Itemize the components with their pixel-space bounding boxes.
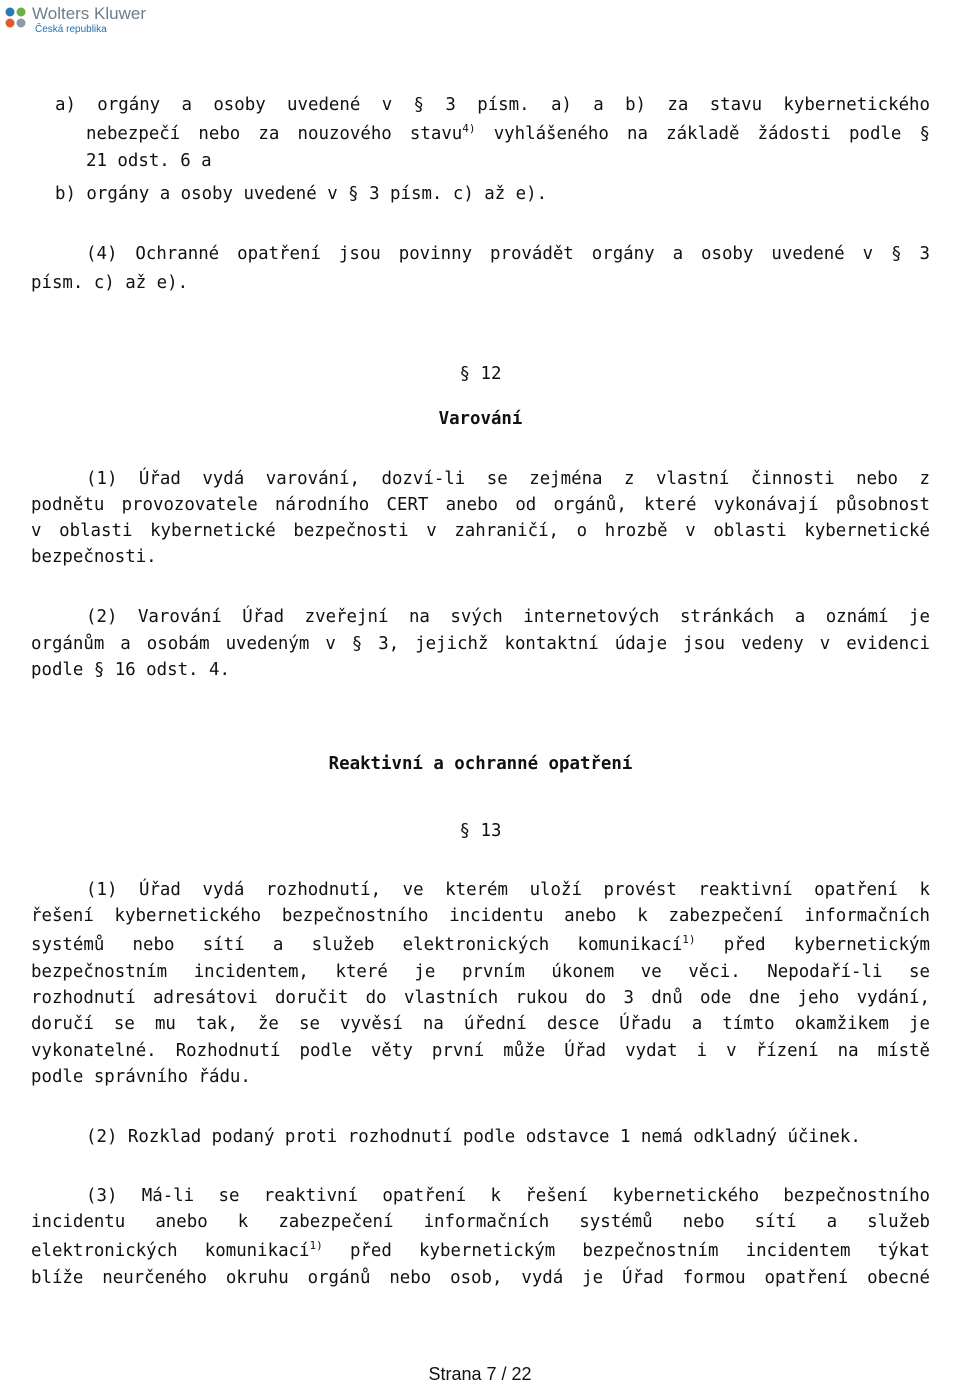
- text-line: [31, 820, 930, 842]
- text-line: [31, 1066, 930, 1088]
- text-line: [31, 987, 930, 1009]
- line-text: bezpečnosti.: [31, 547, 157, 567]
- text-line: [31, 546, 930, 568]
- line-text: orgánům a osobám uvedeným v § 3, jejichž kontaktní údaje jsou vedeny v evidenci: [31, 634, 930, 654]
- line-text: (2) Varování Úřad zveřejní na svých internetových stránkách a oznámí je: [86, 607, 930, 627]
- text-line: [86, 243, 930, 265]
- text-line: [31, 961, 930, 983]
- line-text: elektronických komunikací: [31, 1241, 310, 1261]
- page-number: Strana 7 / 22: [428, 1364, 532, 1384]
- line-text: § 12: [459, 364, 502, 384]
- line-text: vykonatelné. Rozhodnutí podle věty první může Úřad vydat i v řízení na místě: [31, 1041, 930, 1061]
- text-line: [55, 94, 930, 116]
- line-text: (1) Úřad vydá rozhodnutí, ve kterém uloží provést reaktivní opatření k: [86, 880, 930, 900]
- text-line: [31, 753, 930, 775]
- text-line: [86, 606, 930, 628]
- line-text-continued: vyhlášeného na základě žádosti podle §: [475, 124, 930, 144]
- line-text-continued: před kybernetickým bezpečnostním incidentem týkat: [322, 1241, 930, 1261]
- text-line: [31, 1267, 930, 1289]
- line-text: rozhodnutí adresátovi doručit do vlastních rukou do 3 dnů ode dne jeho vydání,: [31, 988, 930, 1008]
- line-text: (2) Rozklad podaný proti rozhodnutí podle odstavce 1 nemá odkladný účinek.: [86, 1127, 861, 1147]
- text-line: [31, 659, 930, 681]
- line-text: řešení kybernetického bezpečnostního incidentu anebo k zabezpečení informačních: [31, 906, 930, 926]
- text-line: [31, 1040, 930, 1062]
- text-line: [86, 123, 930, 145]
- text-line: [31, 272, 930, 294]
- line-text: podle § 16 odst. 4.: [31, 660, 230, 680]
- line-text: Varování: [438, 409, 523, 429]
- footnote-reference: 1): [309, 1239, 323, 1252]
- line-text: doručí se mu tak, že se vyvěsí na úřední desce Úřadu a tímto okamžikem je: [31, 1014, 930, 1034]
- line-text: § 13: [459, 821, 502, 841]
- text-line: [31, 408, 930, 430]
- line-text: v oblasti kybernetické bezpečnosti v zahraničí, o hrozbě v oblasti kybernetické: [31, 521, 930, 541]
- text-line: [86, 468, 930, 490]
- line-text: systémů nebo sítí a služeb elektronických komunikací: [31, 935, 683, 955]
- line-text-continued: před kybernetickým: [695, 935, 930, 955]
- text-line: [86, 879, 930, 901]
- line-text: bezpečnostním incidentem, které je prvním úkonem ve věci. Nepodaří-li se: [31, 962, 930, 982]
- text-line: [31, 520, 930, 542]
- text-line: [55, 183, 930, 205]
- line-text: podnětu provozovatele národního CERT anebo od orgánů, které vykonávají působnost: [31, 495, 930, 515]
- text-line: [31, 494, 930, 516]
- text-line: [31, 1013, 930, 1035]
- text-line: [86, 150, 930, 172]
- text-line: [31, 1240, 930, 1262]
- line-text: (4) Ochranné opatření jsou povinny provádět orgány a osoby uvedené v § 3: [86, 244, 930, 264]
- line-text: incidentu anebo k zabezpečení informačních systémů nebo sítí a služeb: [31, 1212, 930, 1232]
- logo-name: Wolters Kluwer: [32, 4, 146, 23]
- line-text: Reaktivní a ochranné opatření: [328, 754, 633, 774]
- logo-subtitle: Česká republika: [35, 24, 107, 35]
- text-line: [31, 905, 930, 927]
- line-text: písm. c) až e).: [31, 273, 189, 293]
- line-text: nebezpečí nebo za nouzového stavu: [86, 124, 463, 144]
- line-text: a) orgány a osoby uvedené v § 3 písm. a) a b) za stavu kybernetického: [55, 95, 930, 115]
- text-line: [31, 934, 930, 956]
- line-text: (3) Má-li se reaktivní opatření k řešení kybernetického bezpečnostního: [86, 1186, 930, 1206]
- footnote-reference: 1): [682, 933, 696, 946]
- text-line: [86, 1185, 930, 1207]
- text-line: [31, 363, 930, 385]
- text-line: [86, 1126, 930, 1148]
- line-text: 21 odst. 6 a: [86, 151, 212, 171]
- text-line: [31, 633, 930, 655]
- wolters-kluwer-logo-icon: [4, 6, 28, 32]
- line-text: b) orgány a osoby uvedené v § 3 písm. c) až e).: [55, 184, 548, 204]
- footnote-reference: 4): [462, 122, 476, 135]
- line-text: blíže neurčeného okruhu orgánů nebo osob, vydá je Úřad formou opatření obecné: [31, 1268, 930, 1288]
- text-line: [31, 1211, 930, 1233]
- line-text: podle správního řádu.: [31, 1067, 251, 1087]
- line-text: (1) Úřad vydá varování, dozví-li se zejména z vlastní činnosti nebo z: [86, 469, 930, 489]
